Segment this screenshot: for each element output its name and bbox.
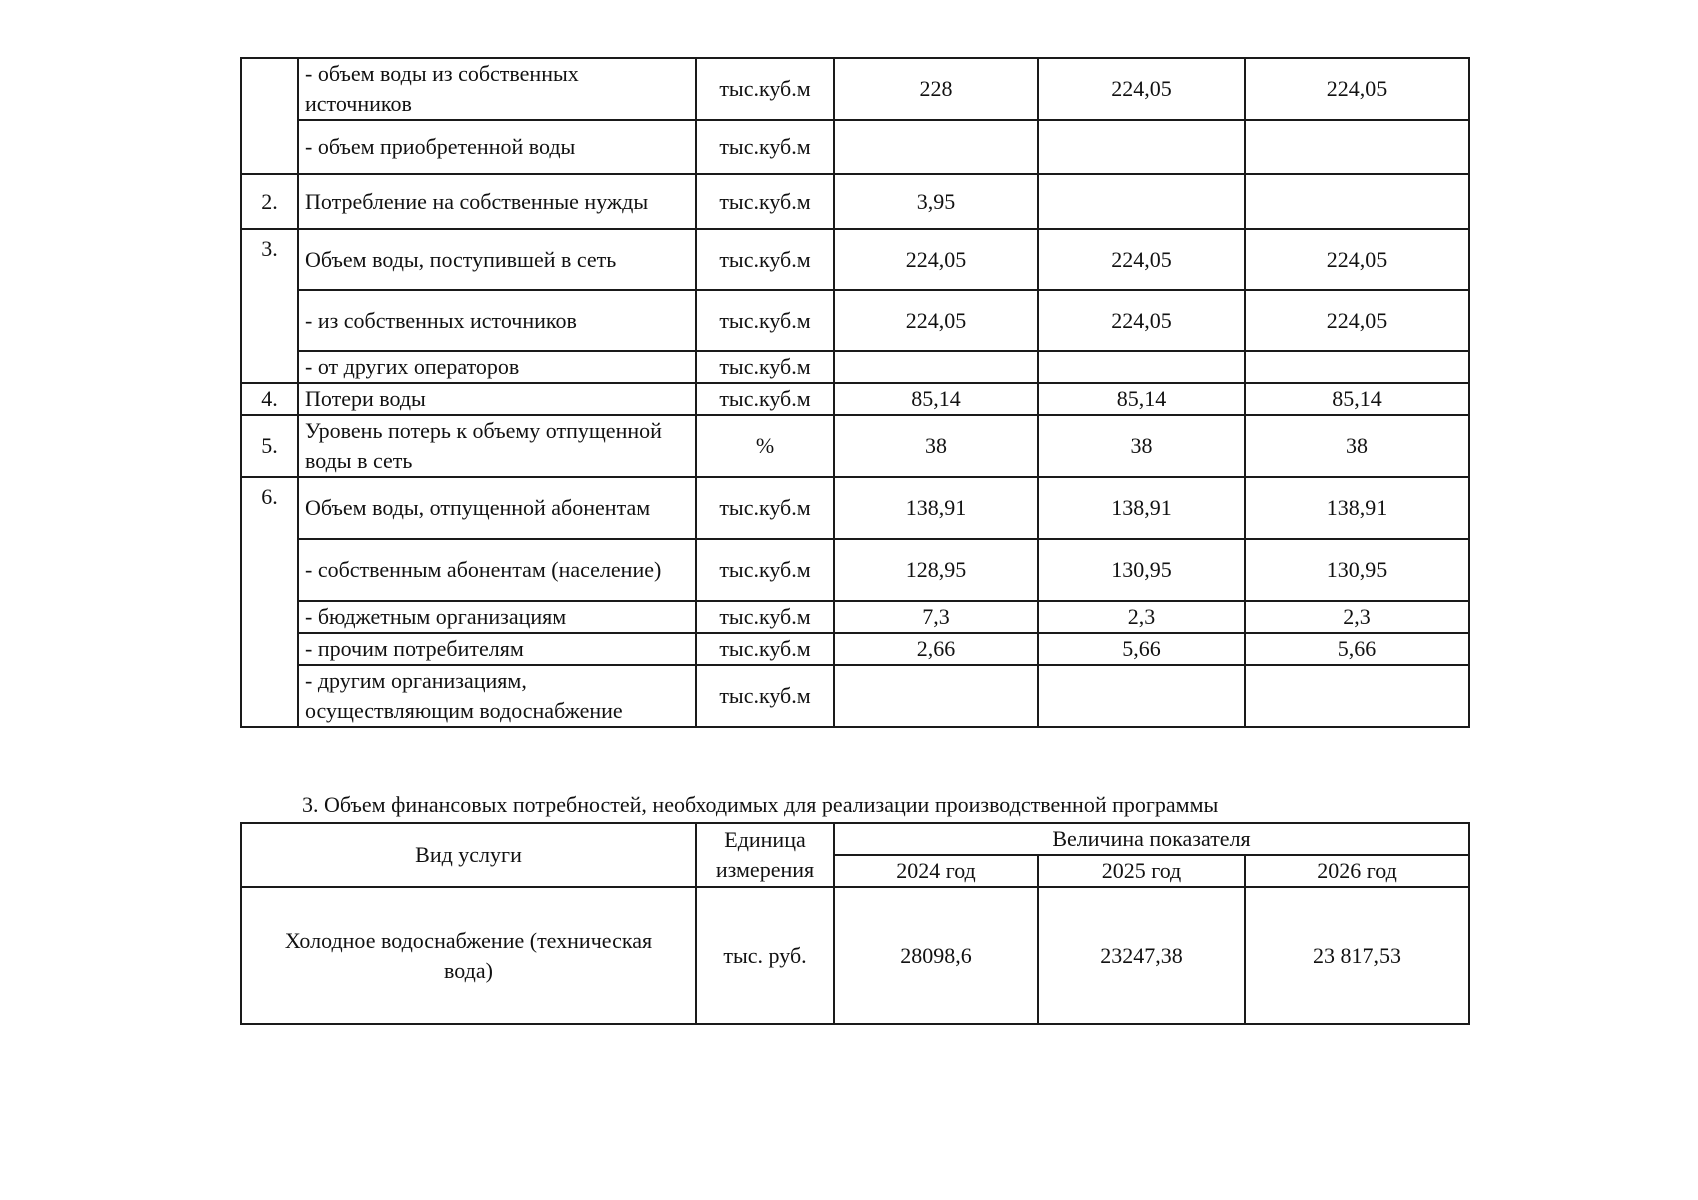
row-name: - из собственных источников: [298, 290, 696, 351]
row-name: - собственным абонентам (население): [298, 539, 696, 601]
value-2024: 3,95: [834, 174, 1038, 229]
section-title: 3. Объем финансовых потребностей, необходимых для реализации производственной программы: [302, 792, 1219, 817]
table-row: [241, 229, 1469, 290]
row-name: - другим организациям, осуществляющим водоснабжение: [298, 665, 696, 727]
value-2026: 38: [1245, 415, 1469, 477]
row-name: Объем воды, поступившей в сеть: [298, 229, 696, 290]
value-2024: [834, 120, 1038, 174]
table-row: [241, 415, 1469, 477]
row-number: [241, 58, 298, 174]
row-name: Потери воды: [298, 383, 696, 415]
value-2024: 224,05: [834, 290, 1038, 351]
value-2026: [1245, 174, 1469, 229]
row-name: Уровень потерь к объему отпущенной воды в сеть: [298, 415, 696, 477]
value-2026: 224,05: [1245, 290, 1469, 351]
row-name: - объем воды из собственных источников: [298, 58, 696, 120]
row-unit: тыс.куб.м: [696, 174, 834, 229]
value-2025: 85,14: [1038, 383, 1245, 415]
table-row: [241, 633, 1469, 665]
value-2025: 224,05: [1038, 229, 1245, 290]
table-row: [241, 58, 1469, 120]
row-name: - бюджетным организациям: [298, 601, 696, 633]
value-2026: 138,91: [1245, 477, 1469, 539]
value-2024: 138,91: [834, 477, 1038, 539]
row-unit: тыс. руб.: [696, 887, 834, 1024]
table-row: [241, 174, 1469, 229]
row-name: - прочим потребителям: [298, 633, 696, 665]
value-2024: 85,14: [834, 383, 1038, 415]
header-2025: 2025 год: [1038, 855, 1245, 887]
row-name: - объем приобретенной воды: [298, 120, 696, 174]
row-unit: тыс.куб.м: [696, 633, 834, 665]
row-unit: тыс.куб.м: [696, 383, 834, 415]
table-row: [241, 601, 1469, 633]
header-unit: Единица измерения: [696, 823, 834, 887]
value-2025: 224,05: [1038, 290, 1245, 351]
value-2026: [1245, 351, 1469, 383]
value-2026: 130,95: [1245, 539, 1469, 601]
value-2025: 130,95: [1038, 539, 1245, 601]
value-2025: 2,3: [1038, 601, 1245, 633]
row-number: 4.: [241, 383, 298, 415]
row-unit: тыс.куб.м: [696, 351, 834, 383]
value-2024: 7,3: [834, 601, 1038, 633]
value-2025: [1038, 174, 1245, 229]
value-2026: [1245, 120, 1469, 174]
row-number: 5.: [241, 415, 298, 477]
value-2025: [1038, 351, 1245, 383]
value-2025: 224,05: [1038, 58, 1245, 120]
header-2024: 2024 год: [834, 855, 1038, 887]
value-2024: 228: [834, 58, 1038, 120]
row-number: 6.: [241, 477, 298, 727]
value-2026: 85,14: [1245, 383, 1469, 415]
row-unit: тыс.куб.м: [696, 601, 834, 633]
row-unit: %: [696, 415, 834, 477]
value-2026: 23 817,53: [1245, 887, 1469, 1024]
value-2025: 38: [1038, 415, 1245, 477]
table-row: [241, 351, 1469, 383]
row-unit: тыс.куб.м: [696, 229, 834, 290]
value-2025: [1038, 665, 1245, 727]
row-unit: тыс.куб.м: [696, 477, 834, 539]
value-2026: [1245, 665, 1469, 727]
header-service: Вид услуги: [241, 823, 696, 887]
row-unit: тыс.куб.м: [696, 290, 834, 351]
value-2026: 224,05: [1245, 58, 1469, 120]
value-2026: 224,05: [1245, 229, 1469, 290]
value-2026: 5,66: [1245, 633, 1469, 665]
row-name: Объем воды, отпущенной абонентам: [298, 477, 696, 539]
table-row: [241, 383, 1469, 415]
water-balance-table: [240, 57, 1470, 728]
row-number: 2.: [241, 174, 298, 229]
value-2026: 2,3: [1245, 601, 1469, 633]
header-2026: 2026 год: [1245, 855, 1469, 887]
table-row: [241, 120, 1469, 174]
header-value: Величина показателя: [834, 823, 1469, 855]
value-2024: 38: [834, 415, 1038, 477]
value-2025: 5,66: [1038, 633, 1245, 665]
header-row: [241, 823, 1469, 855]
row-unit: тыс.куб.м: [696, 539, 834, 601]
value-2024: 2,66: [834, 633, 1038, 665]
table-row: [241, 290, 1469, 351]
row-service: Холодное водоснабжение (техническая вода): [241, 887, 696, 1024]
table-row: [241, 887, 1469, 1024]
table-row: [241, 477, 1469, 539]
row-unit: тыс.куб.м: [696, 58, 834, 120]
row-unit: тыс.куб.м: [696, 665, 834, 727]
value-2024: [834, 351, 1038, 383]
value-2025: 138,91: [1038, 477, 1245, 539]
table-row: [241, 539, 1469, 601]
row-number: 3.: [241, 229, 298, 383]
row-name: - от других операторов: [298, 351, 696, 383]
value-2025: 23247,38: [1038, 887, 1245, 1024]
value-2024: 28098,6: [834, 887, 1038, 1024]
table-row: [241, 665, 1469, 727]
value-2024: 128,95: [834, 539, 1038, 601]
row-unit: тыс.куб.м: [696, 120, 834, 174]
value-2025: [1038, 120, 1245, 174]
financial-needs-table: [240, 822, 1470, 1025]
value-2024: [834, 665, 1038, 727]
row-name: Потребление на собственные нужды: [298, 174, 696, 229]
value-2024: 224,05: [834, 229, 1038, 290]
